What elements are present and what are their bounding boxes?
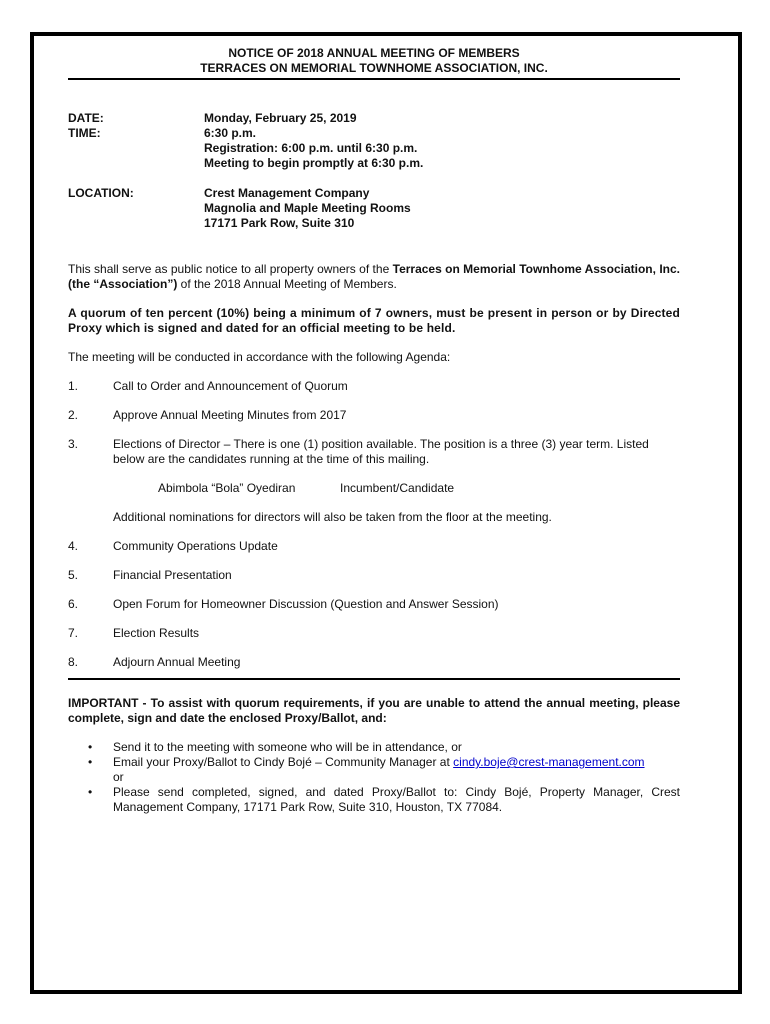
location-line-1: Crest Management Company (204, 186, 370, 200)
title-line-2: TERRACES ON MEMORIAL TOWNHOME ASSOCIATION, INC. (200, 61, 548, 75)
nominations-note: Additional nominations for directors will also be taken from the floor at the meeting. (113, 510, 552, 524)
bullet-icon: • (88, 740, 93, 754)
meeting-start-time: Meeting to begin promptly at 6:30 p.m. (204, 156, 424, 170)
email-link[interactable]: cindy.boje@crest-management.com (453, 755, 645, 769)
meeting-info (68, 111, 680, 231)
registration-time: Registration: 6:00 p.m. until 6:30 p.m. (204, 141, 418, 155)
agenda-item: 6. Open Forum for Homeowner Discussion (Question and Answer Session) (68, 597, 499, 611)
agenda-item: 4. Community Operations Update (68, 539, 278, 553)
list-item: • Email your Proxy/Ballot to Cindy Bojé – Community Manager at cindy.boje@crest-management.com or (88, 755, 645, 784)
agenda-item: 1. Call to Order and Announcement of Quorum (68, 379, 348, 393)
public-notice-paragraph: This shall serve as public notice to all property owners of the Terraces on Memorial Townhome Association, Inc. (the “Association”) of the 2018 Annual Meeting of Members. (68, 262, 680, 291)
time-value: 6:30 p.m. (204, 126, 257, 140)
section-rule (68, 678, 680, 680)
list-item: • Please send completed, signed, and dated Proxy/Ballot to: Cindy Bojé, Property Manager, Crest Management Company, 17171 Park Row, Suite 310, Houston, TX 77084. (88, 785, 680, 814)
agenda-item: 2. Approve Annual Meeting Minutes from 2017 (68, 408, 347, 422)
date-label: DATE: (68, 111, 104, 125)
time-label: TIME: (68, 126, 101, 140)
candidate-status: Incumbent/Candidate (340, 481, 455, 495)
title-line-1: NOTICE OF 2018 ANNUAL MEETING OF MEMBERS (228, 46, 520, 60)
agenda-item: 3. Elections of Director – There is one (1) position available. The position is a three (3) year term. Listed below are the candidates running at the time of this mailing. (68, 437, 649, 466)
agenda-item: 7. Election Results (68, 626, 200, 640)
agenda-intro: The meeting will be conducted in accordance with the following Agenda: (68, 350, 451, 364)
list-item: • Send it to the meeting with someone who will be in attendance, or (88, 740, 462, 754)
bullet-icon: • (88, 755, 93, 769)
notice-title (68, 46, 680, 76)
candidate-name: Abimbola “Bola” Oyediran (158, 481, 296, 495)
date-value: Monday, February 25, 2019 (204, 111, 357, 125)
bullet-icon: • (88, 785, 93, 799)
location-line-3: 17171 Park Row, Suite 310 (204, 216, 355, 230)
notice-document (68, 46, 680, 815)
location-line-2: Magnolia and Maple Meeting Rooms (204, 201, 411, 215)
agenda-list (68, 379, 680, 670)
quorum-paragraph: A quorum of ten percent (10%) being a minimum of 7 owners, must be present in person or by Directed Proxy which is signed and dated for an official meeting to be held. (68, 306, 680, 335)
agenda-item: 8. Adjourn Annual Meeting (68, 655, 241, 669)
title-rule (68, 78, 680, 80)
candidate-row (158, 481, 680, 496)
location-label: LOCATION: (68, 186, 134, 200)
instructions-list (68, 740, 680, 815)
agenda-item: 5. Financial Presentation (68, 568, 232, 582)
important-notice: IMPORTANT - To assist with quorum requirements, if you are unable to attend the annual meeting, please complete, sign and date the enclosed Proxy/Ballot, and: (68, 696, 680, 725)
